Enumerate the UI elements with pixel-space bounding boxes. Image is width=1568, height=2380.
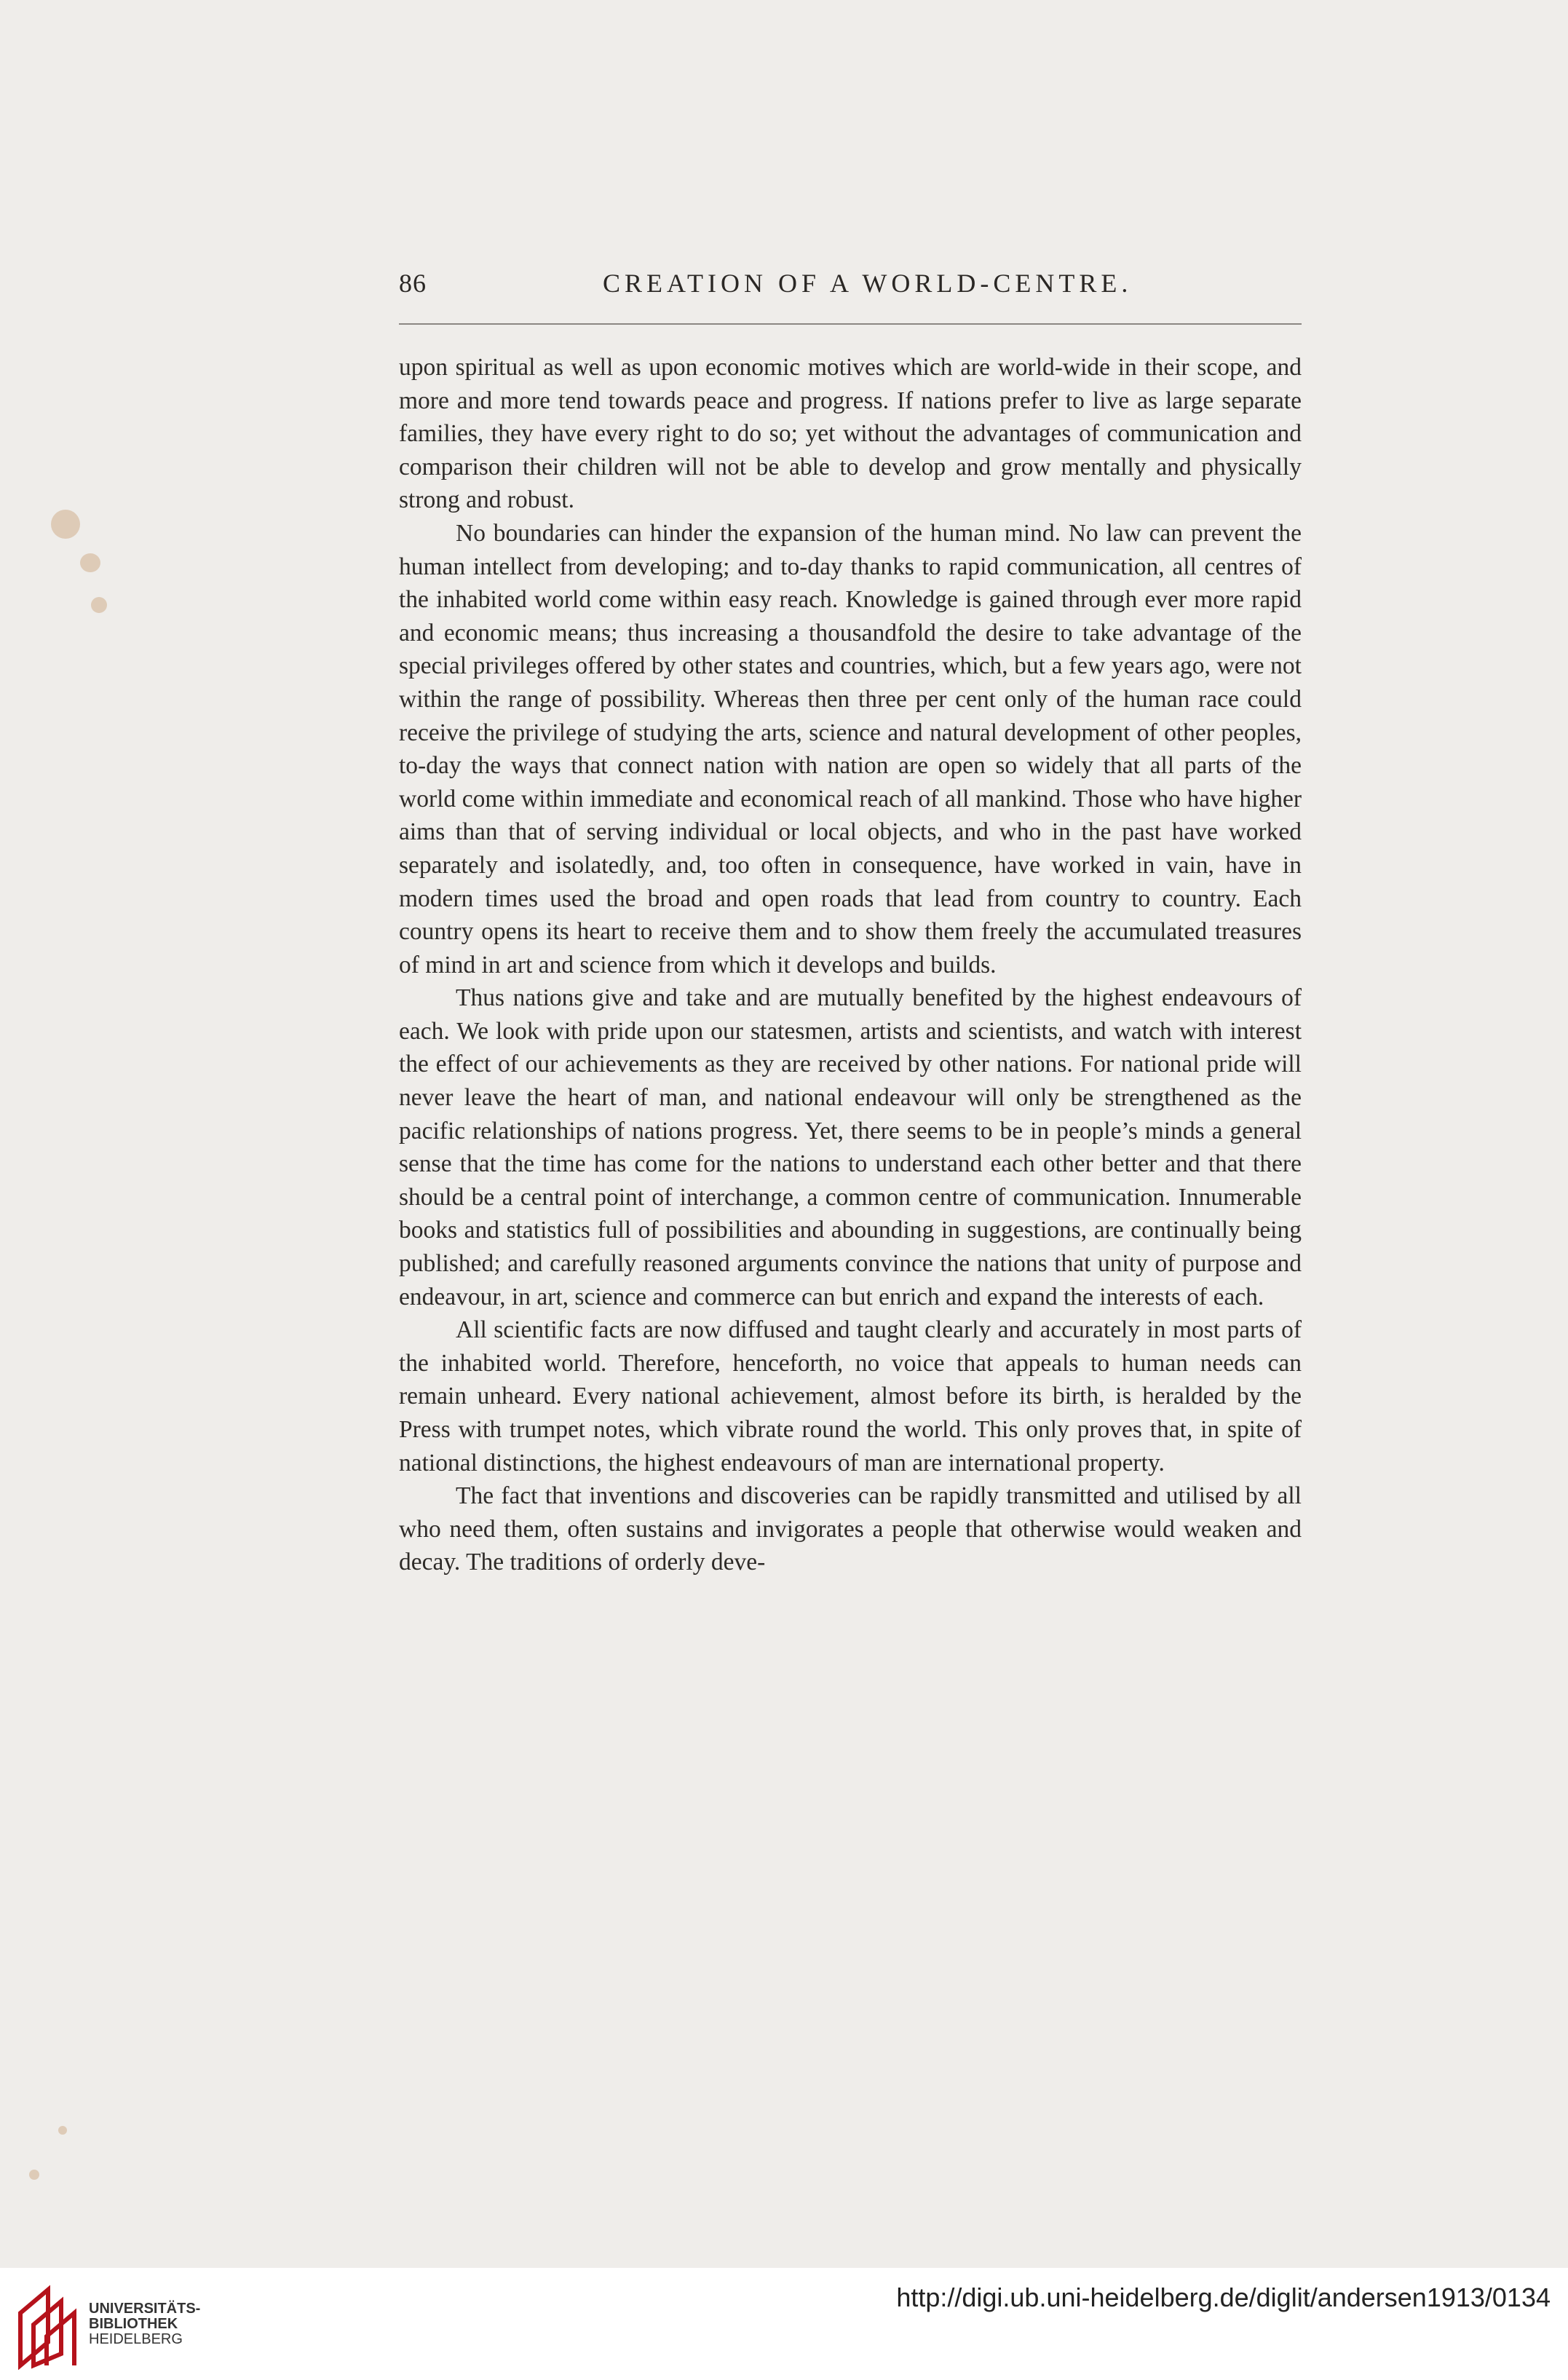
page-header [399, 268, 1302, 312]
paragraph: No boundaries can hinder the expansion of the human mind. No law can prevent the human intellect from developing; and to-day thanks to rapid communication, all centres of the inhabited world come within easy reach. Knowledge is gained through ever more rapid and economic means; thus increasing a thousandfold the desire to take advantage of the special privileges offered by other states and countries, which, but a few years ago, were not within the range of possibility. Whereas then three per cent only of the human race could receive the privilege of studying the arts, science and natural development of other peoples, to-day the ways that connect nation with nation are open so widely that all parts of the world come within immediate and economical reach of all mankind. Those who have higher aims than that of serving individual or local objects, and who in the past have worked separately and isolatedly, and, too often in consequence, have worked in vain, have in modern times used the broad and open roads that lead from country to country. Each country opens its heart to receive them and to show them freely the accumulated treasures of mind in art and science from which it develops and builds. [399, 519, 1302, 979]
paper-stain [51, 510, 80, 539]
library-name [89, 2301, 200, 2347]
paper-stain [80, 553, 100, 572]
paragraph: All scientific facts are now diffused and taught clearly and accurately in most parts of the inhabited world. Therefore, henceforth, no voice that appeals to human needs can remain unheard. Every national achievement, almost before its birth, is heralded by the Press with trumpet notes, which vibrate round the world. This only proves that, in spite of national distinctions, the highest endeavours of man are international property. [399, 1316, 1302, 1476]
library-logo-icon [16, 2284, 82, 2370]
paragraph: upon spiritual as well as upon economic motives which are world-wide in their scope, and more and more tend towards peace and progress. If nations prefer to live as large separate families, they have every right to do so; yet without the advantages of communication and comparison their children will not be able to develop and grow mentally and physically strong and robust. [399, 354, 1302, 514]
paper-stain [58, 2126, 67, 2135]
running-title: CREATION OF A WORLD-CENTRE. [603, 269, 1133, 298]
source-url-link[interactable]: http://digi.ub.uni-heidelberg.de/diglit/andersen1913/0134 [896, 2282, 1551, 2312]
paper-stain [91, 597, 107, 613]
header-rule [399, 323, 1302, 325]
library-name-line: HEIDELBERG [89, 2331, 183, 2347]
page-number: 86 [399, 269, 427, 298]
body-text [399, 351, 1302, 1579]
paper-stain [29, 2170, 39, 2180]
library-name-line: UNIVERSITÄTS- [89, 2301, 201, 2317]
paragraph: Thus nations give and take and are mutually benefited by the highest endeavours of each. We look with pride upon our statesmen, artists and scientists, and watch with interest the effect of our achievements as they are received by other nations. For national pride will never leave the heart of man, and national endeavour will only be strengthened as the pacific relationships of nations progress. Yet, there seems to be in people’s minds a general sense that the time has come for the nations to understand each other better and that there should be a central point of interchange, a common centre of communication. Innumerable books and statistics full of possibilities and abounding in suggestions, are continually being published; and carefully reasoned arguments convince the nations that unity of purpose and endeavour, in art, science and commerce can but enrich and expand the interests of each. [399, 984, 1302, 1310]
viewer-footer [0, 2268, 1568, 2380]
paragraph: The fact that inventions and discoveries can be rapidly transmitted and utilised by all who need them, often sustains and invigorates a people that otherwise would weaken and decay. The traditions of orderly deve- [399, 1482, 1302, 1576]
library-name-line: BIBLIOTHEK [89, 2316, 178, 2332]
